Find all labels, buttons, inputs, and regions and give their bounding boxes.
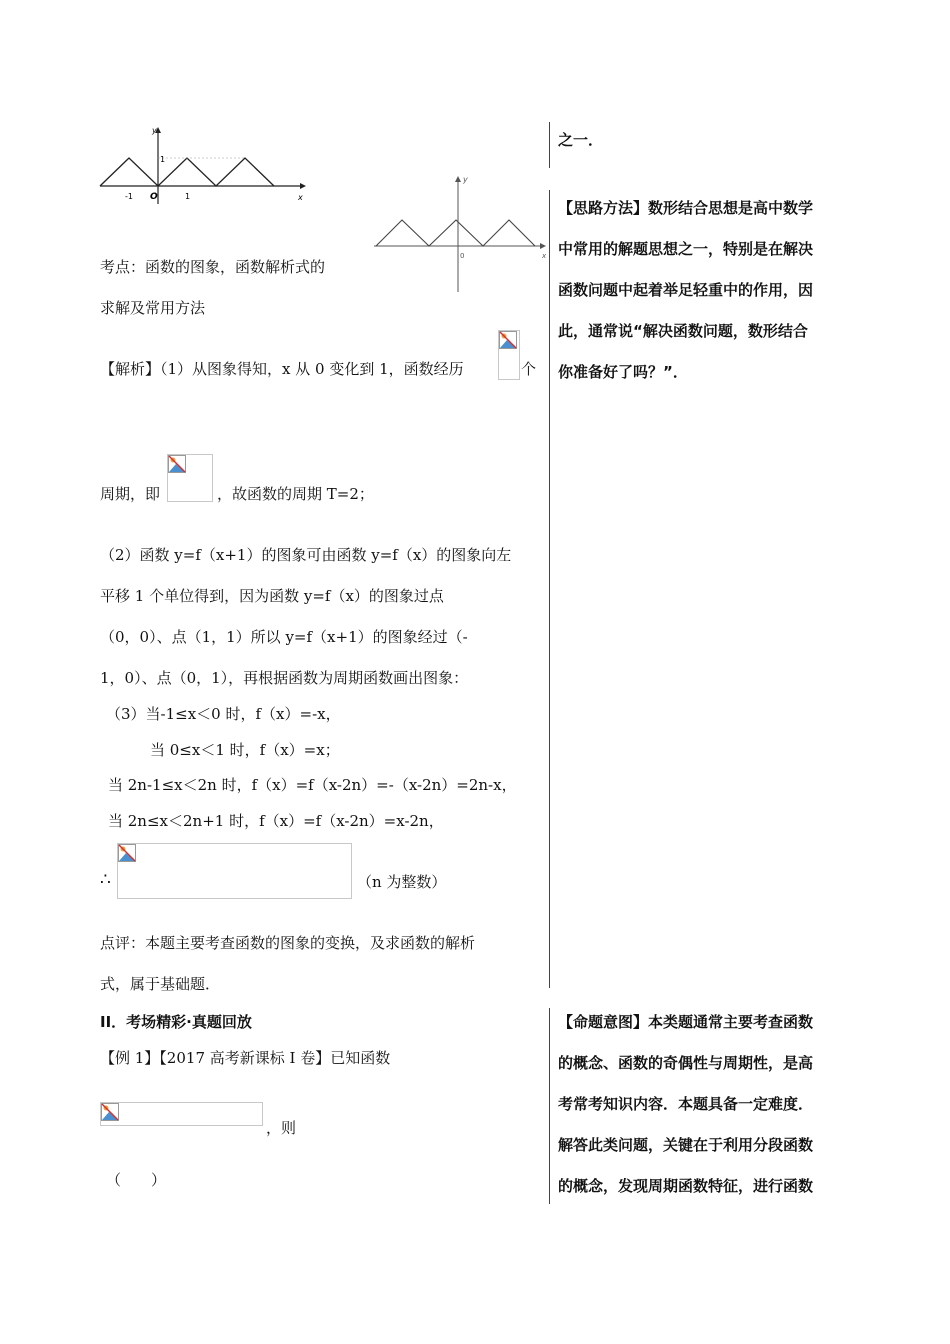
- mingti-label: 【命题意图】: [558, 1013, 649, 1031]
- x-axis-label: x: [542, 252, 547, 260]
- tick-label-pos1: 1: [185, 192, 191, 201]
- example-then: ，则: [266, 1119, 297, 1137]
- section-title: II．考场精彩·真题回放: [100, 1013, 252, 1031]
- part3-line-2: 当 0≤x＜1 时，f（x）=x；: [150, 741, 340, 759]
- example-1-line: 【例 1】【2017 高考新课标 I 卷】已知函数: [100, 1049, 391, 1067]
- mingti-line-2: 的概念、函数的奇偶性与周期性，是高: [558, 1054, 814, 1072]
- y-axis-arrow: [455, 176, 461, 182]
- formula-image-placeholder-3: [117, 843, 352, 899]
- silu-text-1: 数形结合思想是高中数学: [648, 199, 814, 217]
- formula-image-placeholder-2: [167, 454, 213, 502]
- part3-line-1: （3）当-1≤x＜0 时，f（x）=-x，: [106, 705, 341, 723]
- part2-line-1: （2）函数 y=f（x+1）的图象可由函数 y=f（x）的图象向左: [100, 546, 512, 564]
- silu-line-2: 中常用的解题思想之一，特别是在解决: [558, 240, 814, 258]
- silu-label: 【思路方法】: [558, 199, 649, 217]
- broken-image-icon: [101, 1103, 119, 1121]
- column-divider-3: [549, 1008, 550, 1204]
- function-graph-2: [372, 170, 550, 294]
- silu-line-4: 此，通常说“解决函数问题，数形结合: [558, 322, 808, 340]
- tick-label-y1: 1: [160, 155, 166, 164]
- column-divider-2: [549, 190, 550, 988]
- mingti-line-1: [558, 1012, 813, 1032]
- origin-label: 0: [460, 252, 465, 260]
- y-axis-label: y: [463, 175, 468, 184]
- dianping-line-1: 点评：本题主要考查函数的图象的变换，及求函数的解析: [100, 934, 476, 952]
- silu-line-3: 函数问题中起着举足轻重中的作用，因: [558, 281, 814, 299]
- origin-label: O: [150, 192, 158, 202]
- dianping-line-2: 式，属于基础题．: [100, 975, 221, 993]
- zigzag-curve: [100, 158, 274, 186]
- mingti-line-3: 考常考知识内容．本题具备一定难度．: [558, 1095, 814, 1113]
- n-integer-note: （n 为整数）: [357, 873, 447, 891]
- right-zhiyi: 之一．: [558, 131, 604, 149]
- jiexi-line-2-end: ，故函数的周期 T=2；: [217, 485, 374, 503]
- mingti-line-4: 解答此类问题，关键在于利用分段函数: [558, 1136, 814, 1154]
- part3-line-3: 当 2n-1≤x＜2n 时，f（x）=f（x-2n）=-（x-2n）=2n-x，: [108, 776, 517, 794]
- therefore-symbol: ∴: [100, 870, 111, 890]
- formula-image-placeholder-1: [498, 330, 520, 380]
- silu-line-5: 你准备好了吗？”．: [558, 363, 688, 381]
- x-axis-arrow: [300, 183, 306, 189]
- part2-line-3: （0，0）、点（1，1）所以 y=f（x+1）的图象经过（-: [100, 628, 468, 646]
- part2-line-4: 1，0）、点（0，1），再根据函数为周期函数画出图象：: [100, 669, 469, 687]
- formula-image-placeholder-4: [100, 1102, 263, 1126]
- zigzag-curve: [376, 220, 535, 246]
- kaodian-line-1: 考点：函数的图象，函数解析式的: [100, 258, 326, 276]
- part3-line-4: 当 2n≤x＜2n+1 时，f（x）=f（x-2n）=x-2n，: [108, 812, 444, 830]
- x-axis-arrow: [540, 243, 546, 249]
- silu-line-1: [558, 198, 813, 218]
- x-axis-label: x: [298, 193, 303, 202]
- kaodian-line-2: 求解及常用方法: [100, 299, 206, 317]
- broken-image-icon: [168, 455, 186, 473]
- part2-line-2: 平移 1 个单位得到，因为函数 y=f（x）的图象过点: [100, 587, 444, 605]
- broken-image-icon: [499, 331, 517, 349]
- y-axis-label: y: [152, 126, 157, 135]
- jiexi-line-1: 【解析】（1）从图象得知，x 从 0 变化到 1，函数经历: [100, 360, 464, 378]
- tick-label-neg1: -1: [125, 192, 133, 201]
- column-divider-1: [549, 122, 550, 168]
- jiexi-line-2-start: 周期，即: [100, 485, 161, 503]
- jiexi-line-1-end: 个: [521, 360, 537, 378]
- broken-image-icon: [118, 844, 136, 862]
- answer-blank-paren: （ ）: [106, 1171, 167, 1189]
- function-graph-1: [98, 120, 310, 210]
- mingti-text-1: 本类题通常主要考查函数: [648, 1013, 814, 1031]
- mingti-line-5: 的概念，发现周期函数特征，进行函数: [558, 1177, 814, 1195]
